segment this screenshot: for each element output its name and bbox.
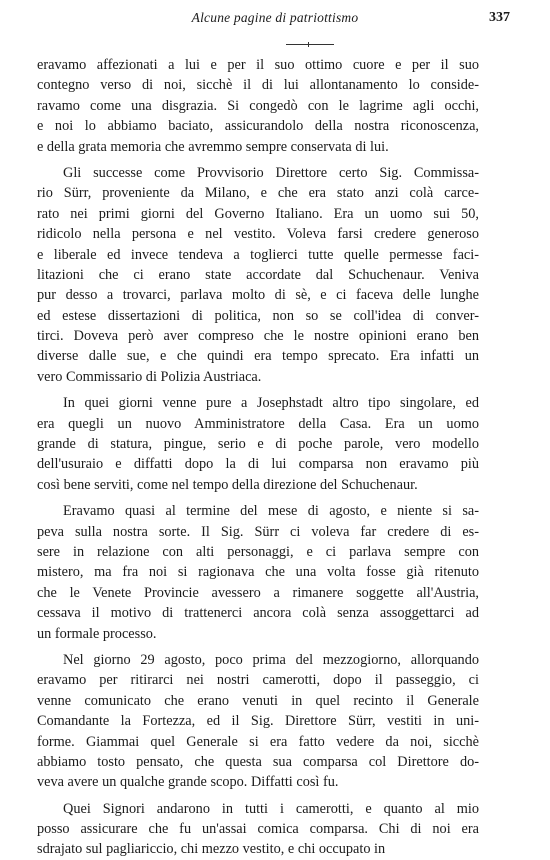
text-line: veva avere un qualche grande scopo. Diffatti così fu. [37,774,339,791]
text-line: era quegli un nuovo Amministratore della Casa. Era un uomo [37,415,479,432]
paragraph [37,799,479,860]
text-line: In quei giorni venne pure a Josephstadt altro tipo singolare, ed [63,395,479,412]
text-line: ravamo come una disgrazia. Si congedò con le lagrime agli occhi, [37,97,479,114]
text-line: diverse dalle sue, e che quindi era tempo sprecato. Era infatti un [37,348,479,365]
paragraph [37,163,479,387]
text-line: ed estese dissertazioni di politica, non so se coll'idea di conver- [37,307,479,324]
text-line: cessava il motivo di trattenerci ancora colà senza assoggettarci ad [37,605,479,622]
text-line: rato nei primi giorni del Governo Italiano. Era un uomo sui 50, [37,205,479,222]
text-line: contegno verso di noi, sicchè il di lui allontanamento lo conside- [37,77,479,94]
text-line: sdrajato sul pagliariccio, chi mezzo vestito, e chi occupato in [37,841,386,858]
body-text [37,55,479,860]
text-line: Gli successe come Provvisorio Direttore certo Sig. Commissa- [63,164,479,181]
text-line: eravamo affezionati a lui e per il suo ottimo cuore e per il suo [37,57,479,73]
text-line: mistero, ma fra noi si ragionava che una volta fosse già ritenuto [37,564,479,581]
text-line: vero Commissario di Polizia Austriaca. [37,368,262,385]
text-line: ridicolo nella persona e nel vestito. Voleva farsi credere generoso [37,226,479,243]
text-line: abbiamo tosto pensato, che questa sua comparsa col Direttore do- [37,753,479,770]
text-line: e della grata memoria che avremmo sempre conservata di lui. [37,138,389,155]
page-number: 337 [489,10,510,25]
text-line: e liberale ed invece tendeva a toglierci tutte quelle permesse faci- [37,246,479,263]
running-title: Alcune pagine di patriottismo [191,10,359,25]
header-rule [286,44,334,45]
text-line: peva sulla nostra sorte. Il Sig. Sürr ci voleva far credere di es- [37,523,479,540]
text-line: così bene serviti, come nel tempo della direzione del Schuchenaur. [37,476,418,493]
text-line: pur desso a trovarci, parlava molto di sè, e ci faceva delle lunghe [37,287,479,304]
text-line: e noi lo abbiamo baciato, assicurandolo della nostra riconoscenza, [37,118,479,135]
text-line: che le Venete Provincie avessero a rimanere soggette all'Austria, [37,584,479,601]
text-line: sere in relazione con alti personaggi, e ci parlava sempre con [37,543,479,560]
running-header [0,10,550,32]
text-line: venne comunicato che erano venuti in quel recinto il Generale [37,692,479,709]
text-line: dell'usuraio e diffatti dopo la di lui comparsa non eravamo più [37,456,479,473]
paragraph [37,393,479,495]
text-line: tirci. Doveva però aver compreso che le nostre opinioni erano ben [37,328,479,345]
text-line: Eravamo quasi al termine del mese di agosto, e niente si sa- [63,503,479,520]
paragraph [37,650,479,793]
text-line: grande di statura, pingue, serio e di poche parole, vero modello [37,436,479,453]
text-line: litazioni che ci erano state accordate dal Schuchenaur. Veniva [37,266,479,283]
text-line: posso assicurare che fu un'assai comica comparsa. Chi di noi era [37,821,479,838]
paragraph [37,55,479,157]
text-line: forme. Giammai quel Generale si era fatto vedere da noi, sicchè [37,733,479,750]
paragraph [37,501,479,644]
text-line: Nel giorno 29 agosto, poco prima del mezzogiorno, allorquando [63,651,479,668]
text-line: un formale processo. [37,625,157,642]
text-line: rio Sürr, proveniente da Milano, e che era stato anzi colà carce- [37,185,479,202]
text-line: Comandante la Fortezza, ed il Sig. Direttore Sürr, vestiti in uni- [37,713,479,730]
text-line: eravamo per ritirarci nei nostri camerotti, dopo il passeggio, ci [37,672,479,689]
text-line: Quei Signori andarono in tutti i camerotti, e quanto al mio [63,800,479,817]
